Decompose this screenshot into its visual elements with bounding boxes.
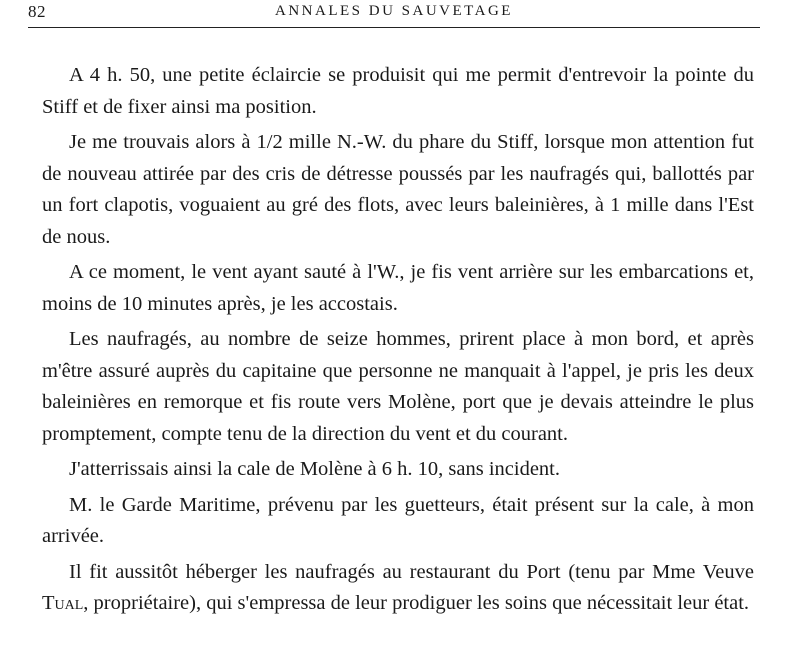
paragraph-7-before: Il fit aussitôt héberger les naufragés au restaurant du Port (tenu par Mme Veuve	[69, 560, 754, 583]
running-head: ANNALES DU SAUVETAGE	[275, 3, 513, 19]
paragraph-3: A ce moment, le vent ayant sauté à l'W., je fis vent arrière sur les embarcations et, moins de 10 minutes après, je les accostais.	[42, 261, 754, 315]
body-text	[42, 60, 754, 624]
paragraph-6: M. le Garde Maritime, prévenu par les guetteurs, était présent sur la cale, à mon arrivée.	[42, 493, 754, 547]
paragraph-5: J'atterrissais ainsi la cale de Molène à 6 h. 10, sans incident.	[69, 458, 560, 480]
page-header	[28, 2, 760, 24]
page-number: 82	[28, 2, 46, 21]
paragraph-1: A 4 h. 50, une petite éclaircie se produisit qui me permit d'entrevoir la pointe du Stiff et de fixer ainsi ma position.	[42, 64, 754, 118]
paragraph-7	[42, 557, 754, 620]
paragraph-4: Les naufragés, au nombre de seize hommes, prirent place à mon bord, et après m'être assuré auprès du capitaine que personne ne manquait à l'appel, je pris les deux baleinières en remorque et fis route vers Molène, port que je devais atteindre le plus promptement, compte tenu de la direction du vent et du courant.	[42, 328, 754, 445]
paragraph-7-after: , propriétaire), qui s'empressa de leur prodiguer les soins que nécessitait leur état.	[83, 592, 750, 614]
paragraph-2: Je me trouvais alors à 1/2 mille N.-W. du phare du Stiff, lorsque mon attention fut de nouveau attirée par des cris de détresse poussés par les naufragés qui, ballottés par un fort clapotis, voguaient au gré des flots, avec leurs baleinières, à 1 mille dans l'Est de nous.	[42, 131, 754, 248]
proper-name: Tual	[42, 592, 84, 614]
header-rule	[28, 27, 760, 28]
